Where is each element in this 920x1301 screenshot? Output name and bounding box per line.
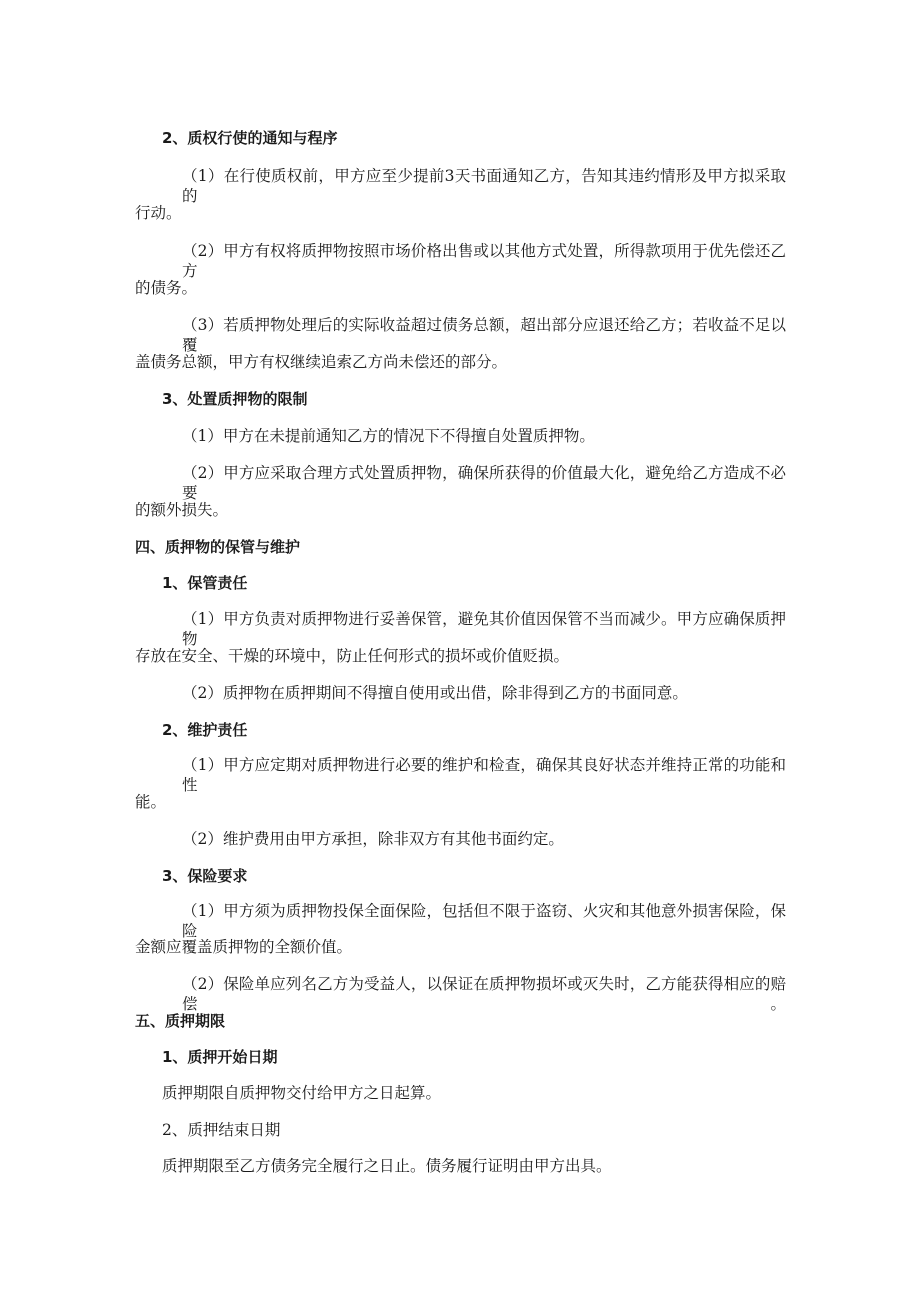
subsection-heading: 1、质押开始日期 (162, 1048, 278, 1066)
subsection-heading: 1、保管责任 (162, 574, 248, 592)
paragraph-line: （2）维护费用由甲方承担，除非双方有其他书面约定。 (182, 830, 564, 848)
paragraph-line: （2）甲方有权将质押物按照市场价格出售或以其他方式处置，所得款项用于优先偿还乙方 (182, 242, 786, 280)
paragraph-line: 质押期限自质押物交付给甲方之日起算。 (162, 1084, 442, 1102)
section-heading: 四、质押物的保管与维护 (135, 538, 301, 556)
paragraph-line: 盖债务总额，甲方有权继续追索乙方尚未偿还的部分。 (135, 353, 508, 371)
paragraph-line: 金额应覆盖质押物的全额价值。 (135, 938, 353, 956)
subsection-heading: 3、保险要求 (162, 867, 248, 885)
subsection-heading: 2、质权行使的通知与程序 (162, 129, 338, 147)
paragraph-line: （1）甲方在未提前通知乙方的情况下不得擅自处置质押物。 (182, 427, 595, 445)
paragraph-line: （1）甲方负责对质押物进行妥善保管，避免其价值因保管不当而减少。甲方应确保质押物 (182, 610, 786, 648)
paragraph-line: （1）甲方须为质押物投保全面保险，包括但不限于盗窃、火灾和其他意外损害保险，保险 (182, 902, 786, 940)
paragraph-line: （1）甲方应定期对质押物进行必要的维护和检查，确保其良好状态并维持正常的功能和性 (182, 756, 786, 794)
paragraph-line: 质押期限至乙方债务完全履行之日止。债务履行证明由甲方出具。 (162, 1157, 612, 1175)
paragraph-line: 存放在安全、干燥的环境中，防止任何形式的损坏或价值贬损。 (135, 647, 570, 665)
paragraph-line: 的债务。 (135, 279, 198, 297)
subsection-heading: 3、处置质押物的限制 (162, 390, 308, 408)
subsection-heading: 2、维护责任 (162, 721, 248, 739)
subsection-heading-plain: 2、质押结束日期 (162, 1121, 281, 1139)
paragraph-line: （3）若质押物处理后的实际收益超过债务总额，超出部分应退还给乙方；若收益不足以覆 (182, 316, 786, 354)
paragraph-line: 行动。 (135, 204, 182, 222)
paragraph-line: （2）保险单应列名乙方为受益人，以保证在质押物损坏或灭失时，乙方能获得相应的赔偿。 (182, 975, 786, 1013)
paragraph-line: 的额外损失。 (135, 501, 229, 519)
paragraph-line: （1）在行使质权前，甲方应至少提前3天书面通知乙方，告知其违约情形及甲方拟采取的 (182, 167, 786, 205)
section-heading: 五、质押期限 (135, 1012, 226, 1030)
paragraph-line: （2）质押物在质押期间不得擅自使用或出借，除非得到乙方的书面同意。 (182, 684, 688, 702)
paragraph-line: 能。 (135, 793, 167, 811)
paragraph-line: （2）甲方应采取合理方式处置质押物，确保所获得的价值最大化，避免给乙方造成不必要 (182, 464, 786, 502)
